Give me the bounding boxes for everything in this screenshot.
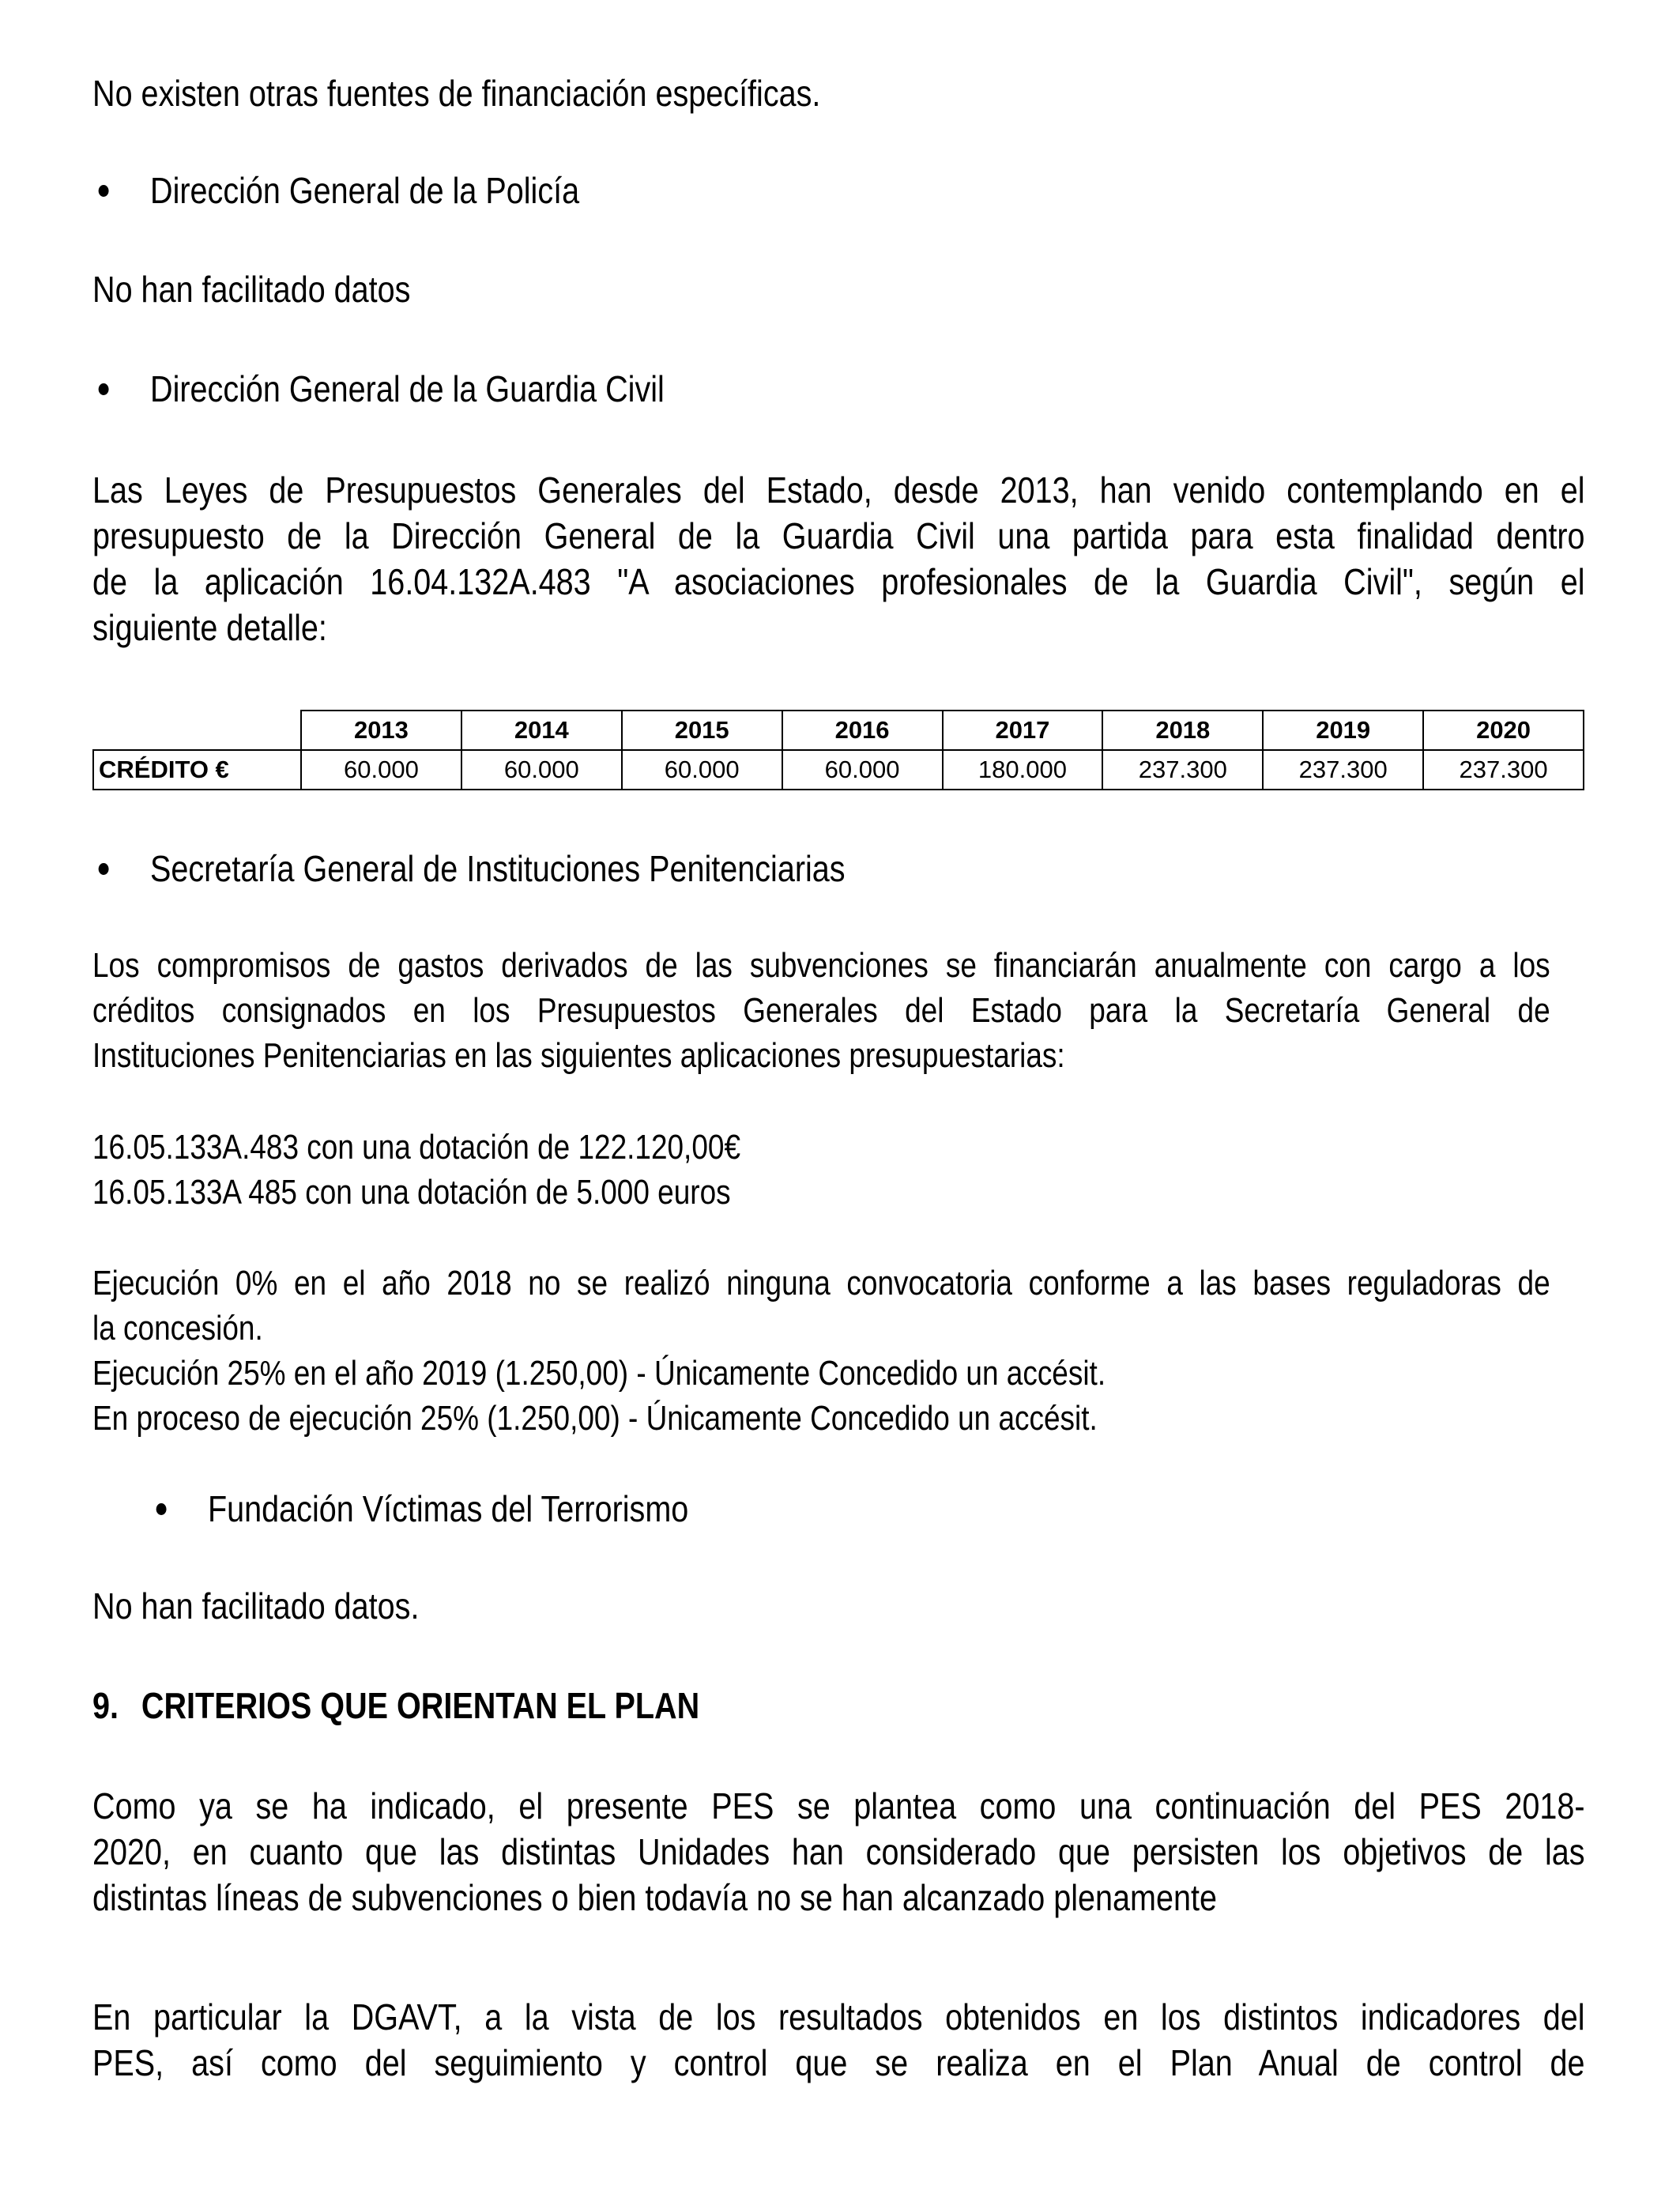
chapter-title: CRITERIOS QUE ORIENTAN EL PLAN: [141, 1685, 700, 1726]
chapter-number: 9.: [92, 1685, 119, 1726]
table-corner-cell: [93, 711, 301, 750]
paragraph-line: distintas líneas de subvenciones o bien todavía no se han alcanzado plenamente: [92, 1877, 1217, 1918]
budget-application-line: 16.05.133A 485 con una dotación de 5.000 euros: [92, 1173, 731, 1212]
credit-value: 237.300: [1102, 750, 1263, 790]
penitenciarias-paragraph: [92, 943, 1550, 1078]
bullet-dot-icon: [99, 863, 109, 875]
bullet-penitenciarias: [150, 846, 846, 892]
credit-value: 60.000: [622, 750, 782, 790]
year-header: 2020: [1423, 711, 1584, 750]
paragraph-line: Como ya se ha indicado, el presente PES se plantea como una continuación del PES 2018-: [92, 1785, 1585, 1826]
paragraph-line: la concesión.: [92, 1309, 263, 1348]
table-row: [93, 750, 1584, 790]
year-header: 2014: [461, 711, 622, 750]
bullet-guardia-civil: [150, 366, 665, 412]
chapter-paragraph-2: [92, 1994, 1585, 2086]
chapter-paragraph-1: [92, 1783, 1585, 1921]
paragraph-line: de la aplicación 16.04.132A.483 "A asociaciones profesionales de la Guardia Civil", según el: [92, 561, 1585, 602]
paragraph-line: siguiente detalle:: [92, 607, 327, 648]
budget-applications: [92, 1125, 1346, 1215]
paragraph-line: 2020, en cuanto que las distintas Unidades han considerado que persisten los objetivos de las: [92, 1831, 1585, 1872]
penitenciarias-title: Secretaría General de Instituciones Penitenciarias: [150, 848, 846, 889]
victimas-text: No han facilitado datos.: [92, 1585, 420, 1627]
year-header: 2017: [943, 711, 1103, 750]
policia-title: Dirección General de la Policía: [150, 170, 580, 211]
year-header: 2016: [782, 711, 943, 750]
chapter-heading: [92, 1683, 699, 1728]
bullet-dot-icon: [99, 383, 109, 395]
paragraph-line: En particular la DGAVT, a la vista de los resultados obtenidos en los distintos indicadores del: [92, 1996, 1585, 2038]
credit-value: 60.000: [782, 750, 943, 790]
guardia-civil-paragraph: [92, 467, 1585, 650]
credit-table: [92, 710, 1584, 790]
credit-value: 237.300: [1263, 750, 1423, 790]
table-header-row: [93, 711, 1584, 750]
paragraph-line: presupuesto de la Dirección General de la Guardia Civil una partida para esta finalidad dentro: [92, 515, 1585, 556]
paragraph-line: Los compromisos de gastos derivados de las subvenciones se financiarán anualmente con cargo a los: [92, 946, 1550, 985]
credit-value: 237.300: [1423, 750, 1584, 790]
victimas-title: Fundación Víctimas del Terrorismo: [208, 1488, 689, 1529]
credit-value: 60.000: [301, 750, 461, 790]
paragraph-line: Ejecución 0% en el año 2018 no se realizó ninguna convocatoria conforme a las bases reguladoras de: [92, 1264, 1550, 1302]
execution-paragraph: [92, 1261, 1550, 1441]
paragraph-line: Ejecución 25% en el año 2019 (1.250,00) - Únicamente Concedido un accésit.: [92, 1354, 1106, 1393]
bullet-dot-icon: [99, 185, 109, 197]
bullet-victimas: [208, 1486, 688, 1532]
intro-line: No existen otras fuentes de financiación específicas.: [92, 73, 821, 114]
credit-value: 60.000: [461, 750, 622, 790]
paragraph-line: Instituciones Penitenciarias en las siguientes aplicaciones presupuestarias:: [92, 1036, 1065, 1075]
bullet-dot-icon: [156, 1503, 167, 1515]
year-header: 2018: [1102, 711, 1263, 750]
row-label: CRÉDITO €: [93, 750, 301, 790]
year-header: 2019: [1263, 711, 1423, 750]
credit-value: 180.000: [943, 750, 1103, 790]
paragraph-line: créditos consignados en los Presupuestos Generales del Estado para la Secretaría General de: [92, 991, 1550, 1030]
year-header: 2013: [301, 711, 461, 750]
bullet-policia: [150, 168, 579, 213]
paragraph-line: Las Leyes de Presupuestos Generales del Estado, desde 2013, han venido contemplando en el: [92, 469, 1585, 511]
guardia-civil-title: Dirección General de la Guardia Civil: [150, 368, 665, 409]
budget-application-line: 16.05.133A.483 con una dotación de 122.120,00€: [92, 1128, 740, 1167]
paragraph-line: PES, así como del seguimiento y control que se realiza en el Plan Anual de control de: [92, 2042, 1585, 2083]
paragraph-line: En proceso de ejecución 25% (1.250,00) - Únicamente Concedido un accésit.: [92, 1399, 1098, 1438]
year-header: 2015: [622, 711, 782, 750]
policia-text: No han facilitado datos: [92, 269, 411, 310]
